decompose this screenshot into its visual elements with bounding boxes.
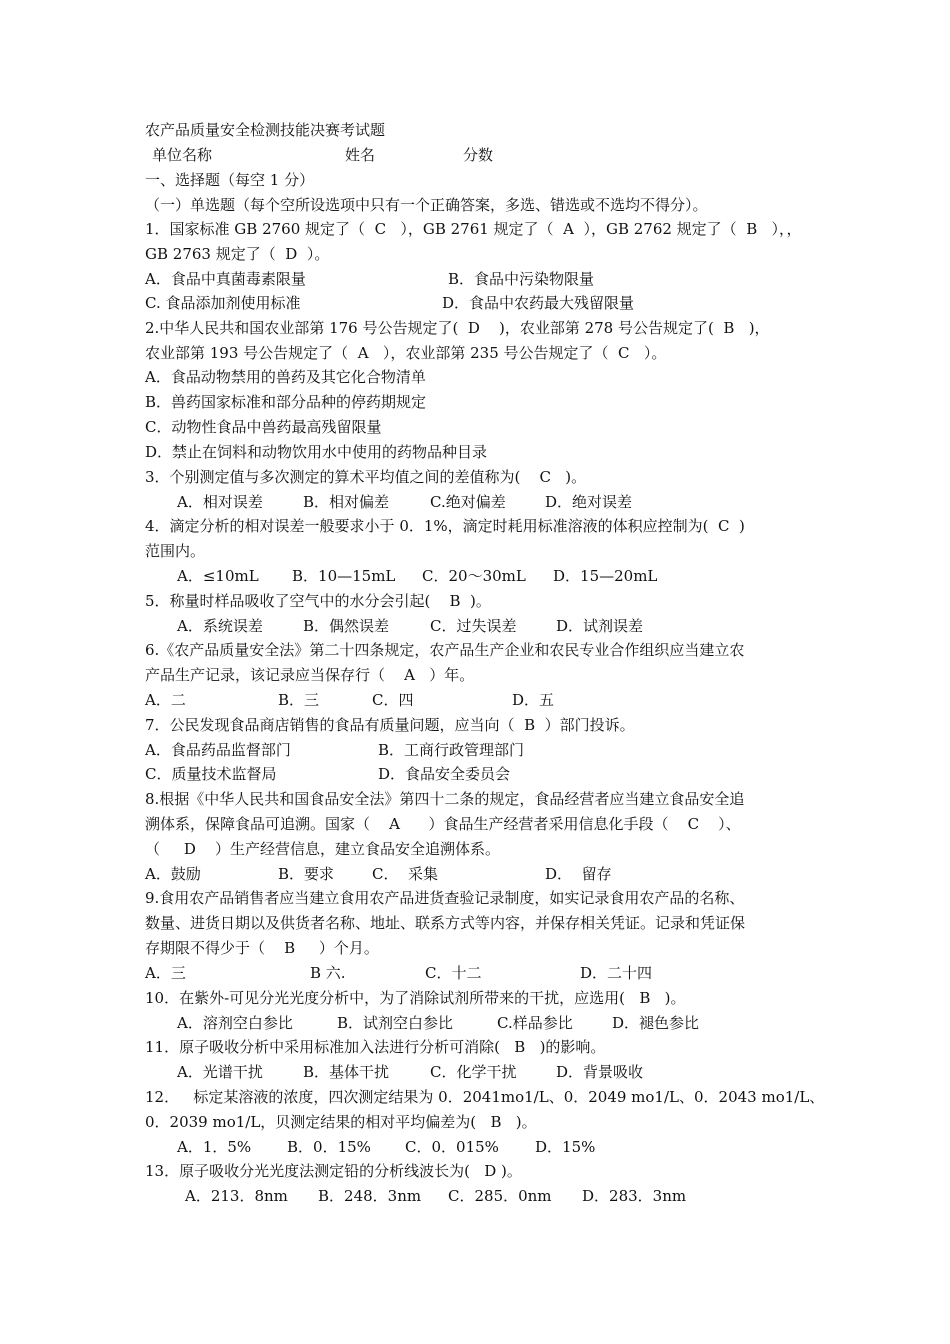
question-5-line-1: 5．称量时样品吸收了空气中的水分会引起( B )。	[145, 592, 491, 610]
q7-option-b: B．工商行政管理部门	[378, 741, 525, 759]
unit-label: 单位名称	[152, 146, 213, 164]
q11-option-c: C．化学干扰	[430, 1063, 517, 1081]
q4-option-b: B．10—15mL	[292, 567, 396, 585]
q4-option-d: D．15—20mL	[553, 567, 658, 585]
q8-option-b: B．要求	[278, 865, 335, 883]
q11-option-a: A．光谱干扰	[177, 1063, 263, 1081]
question-12-line-1: 12． 标定某溶液的浓度，四次测定结果为 0．2041mo1/L、0．2049 mo1/L、0．2043 mo1/L、	[145, 1088, 825, 1106]
q13-option-a: A．213．8nm	[185, 1187, 288, 1205]
q8-option-d: D． 留存	[545, 865, 612, 883]
q10-option-b: B．试剂空白参比	[337, 1014, 454, 1032]
q7-option-d: D．食品安全委员会	[378, 765, 511, 783]
question-8-line-2: 溯体系，保障食品可追溯。国家（ A ）食品生产经营者采用信息化手段（ C ）、	[145, 815, 741, 833]
q6-option-d: D．五	[512, 691, 555, 709]
q5-option-c: C．过失误差	[430, 617, 517, 635]
q11-option-b: B．基体干扰	[303, 1063, 390, 1081]
exam-title: 农产品质量安全检测技能决赛考试题	[145, 121, 386, 139]
q9-option-c: C．十二	[425, 964, 482, 982]
question-13-line-1: 13．原子吸收分光光度法测定铅的分析线波长为( D )。	[145, 1162, 522, 1180]
q2-option-a: A．食品动物禁用的兽药及其它化合物清单	[145, 368, 426, 386]
q2-option-b: B．兽药国家标准和部分品种的停药期规定	[145, 393, 427, 411]
question-2-line-1: 2.中华人民共和国农业部第 176 号公告规定了( D )，农业部第 278 号公告规定了( B )，	[145, 319, 770, 337]
question-8-line-3: （ D ）生产经营信息，建立食品安全追溯体系。	[145, 840, 500, 858]
q3-option-a: A．相对误差	[177, 493, 263, 511]
q5-option-b: B．偶然误差	[303, 617, 390, 635]
q12-option-a: A．1．5%	[177, 1138, 252, 1156]
name-label: 姓名	[345, 146, 376, 164]
q12-option-b: B．0．15%	[287, 1138, 371, 1156]
question-7-line-1: 7．公民发现食品商店销售的食品有质量问题，应当向（ B ）部门投诉。	[145, 716, 635, 734]
question-8-line-1: 8.根据《中华人民共和国食品安全法》第四十二条的规定，食品经营者应当建立食品安全追	[145, 790, 745, 808]
q1-option-a: A．食品中真菌毒素限量	[145, 270, 306, 288]
q3-option-c: C.绝对偏差	[430, 493, 506, 511]
question-4-line-2: 范围内。	[145, 542, 206, 560]
question-6-line-1: 6.《农产品质量安全法》第二十四条规定，农产品生产企业和农民专业合作组织应当建立农	[145, 641, 745, 659]
q3-option-b: B．相对偏差	[303, 493, 390, 511]
question-2-line-2: 农业部第 193 号公告规定了（ A ），农业部第 235 号公告规定了（ C ）。	[145, 344, 667, 362]
q7-option-a: A．食品药品监督部门	[145, 741, 291, 759]
q1-option-d: D．食品中农药最大残留限量	[442, 294, 635, 312]
q13-option-d: D．283．3nm	[582, 1187, 687, 1205]
q8-option-c: C． 采集	[372, 865, 439, 883]
q13-option-b: B．248．3nm	[318, 1187, 422, 1205]
subsection-heading: （一）单选题（每个空所设选项中只有一个正确答案，多选、错选或不选均不得分）。	[145, 196, 708, 214]
question-3-line-1: 3．个别测定值与多次测定的算术平均值之间的差值称为( C )。	[145, 468, 587, 486]
q1-option-b: B．食品中污染物限量	[448, 270, 595, 288]
q1-option-c: C. 食品添加剂使用标准	[145, 294, 301, 312]
q3-option-d: D．绝对误差	[545, 493, 633, 511]
section-heading: 一、选择题（每空 1 分）	[145, 171, 315, 189]
question-9-line-3: 存期限不得少于（ B ）个月。	[145, 939, 379, 957]
q5-option-d: D．试剂误差	[556, 617, 644, 635]
score-label: 分数	[463, 146, 494, 164]
q12-option-c: C．0．015%	[405, 1138, 499, 1156]
q8-option-a: A．鼓励	[145, 865, 201, 883]
q10-option-d: D．褪色参比	[612, 1014, 700, 1032]
q2-option-d: D．禁止在饲料和动物饮用水中使用的药物品种目录	[145, 443, 488, 461]
q4-option-c: C．20～30mL	[422, 567, 526, 585]
q4-option-a: A．≤10mL	[177, 567, 259, 585]
q10-option-c: C.样品参比	[497, 1014, 573, 1032]
question-4-line-1: 4．滴定分析的相对误差一般要求小于 0．1%，滴定时耗用标准溶液的体积应控制为( C )	[145, 517, 745, 535]
q9-option-d: D．二十四	[580, 964, 653, 982]
q7-option-c: C．质量技术监督局	[145, 765, 277, 783]
q5-option-a: A．系统误差	[177, 617, 263, 635]
q9-option-a: A．三	[145, 964, 186, 982]
q6-option-b: B．三	[278, 691, 320, 709]
question-10-line-1: 10．在紫外-可见分光光度分析中，为了消除试剂所带来的干扰，应选用( B )。	[145, 989, 686, 1007]
q9-option-b: B 六.	[310, 964, 346, 982]
q10-option-a: A．溶剂空白参比	[177, 1014, 293, 1032]
question-12-line-2: 0．2039 mo1/L，贝测定结果的相对平均偏差为( B )。	[145, 1113, 537, 1131]
q6-option-a: A．二	[145, 691, 186, 709]
q6-option-c: C．四	[372, 691, 414, 709]
q12-option-d: D．15%	[535, 1138, 596, 1156]
question-9-line-2: 数量、进货日期以及供货者名称、地址、联系方式等内容，并保存相关凭证。记录和凭证保	[145, 914, 746, 932]
question-1-line-1: 1．国家标准 GB 2760 规定了（ C ），GB 2761 规定了（ A ），GB 2762 规定了（ B ），，	[145, 220, 802, 238]
q2-option-c: C．动物性食品中兽药最高残留限量	[145, 418, 382, 436]
q13-option-c: C．285．0nm	[448, 1187, 552, 1205]
question-9-line-1: 9.食用农产品销售者应当建立食用农产品进货查验记录制度，如实记录食用农产品的名称、	[145, 889, 745, 907]
question-1-line-2: GB 2763 规定了（ D ）。	[145, 245, 330, 263]
question-6-line-2: 产品生产记录，该记录应当保存行（ A ）年。	[145, 666, 475, 684]
q11-option-d: D．背景吸收	[556, 1063, 644, 1081]
question-11-line-1: 11．原子吸收分析中采用标准加入法进行分析可消除( B )的影响。	[145, 1038, 606, 1056]
